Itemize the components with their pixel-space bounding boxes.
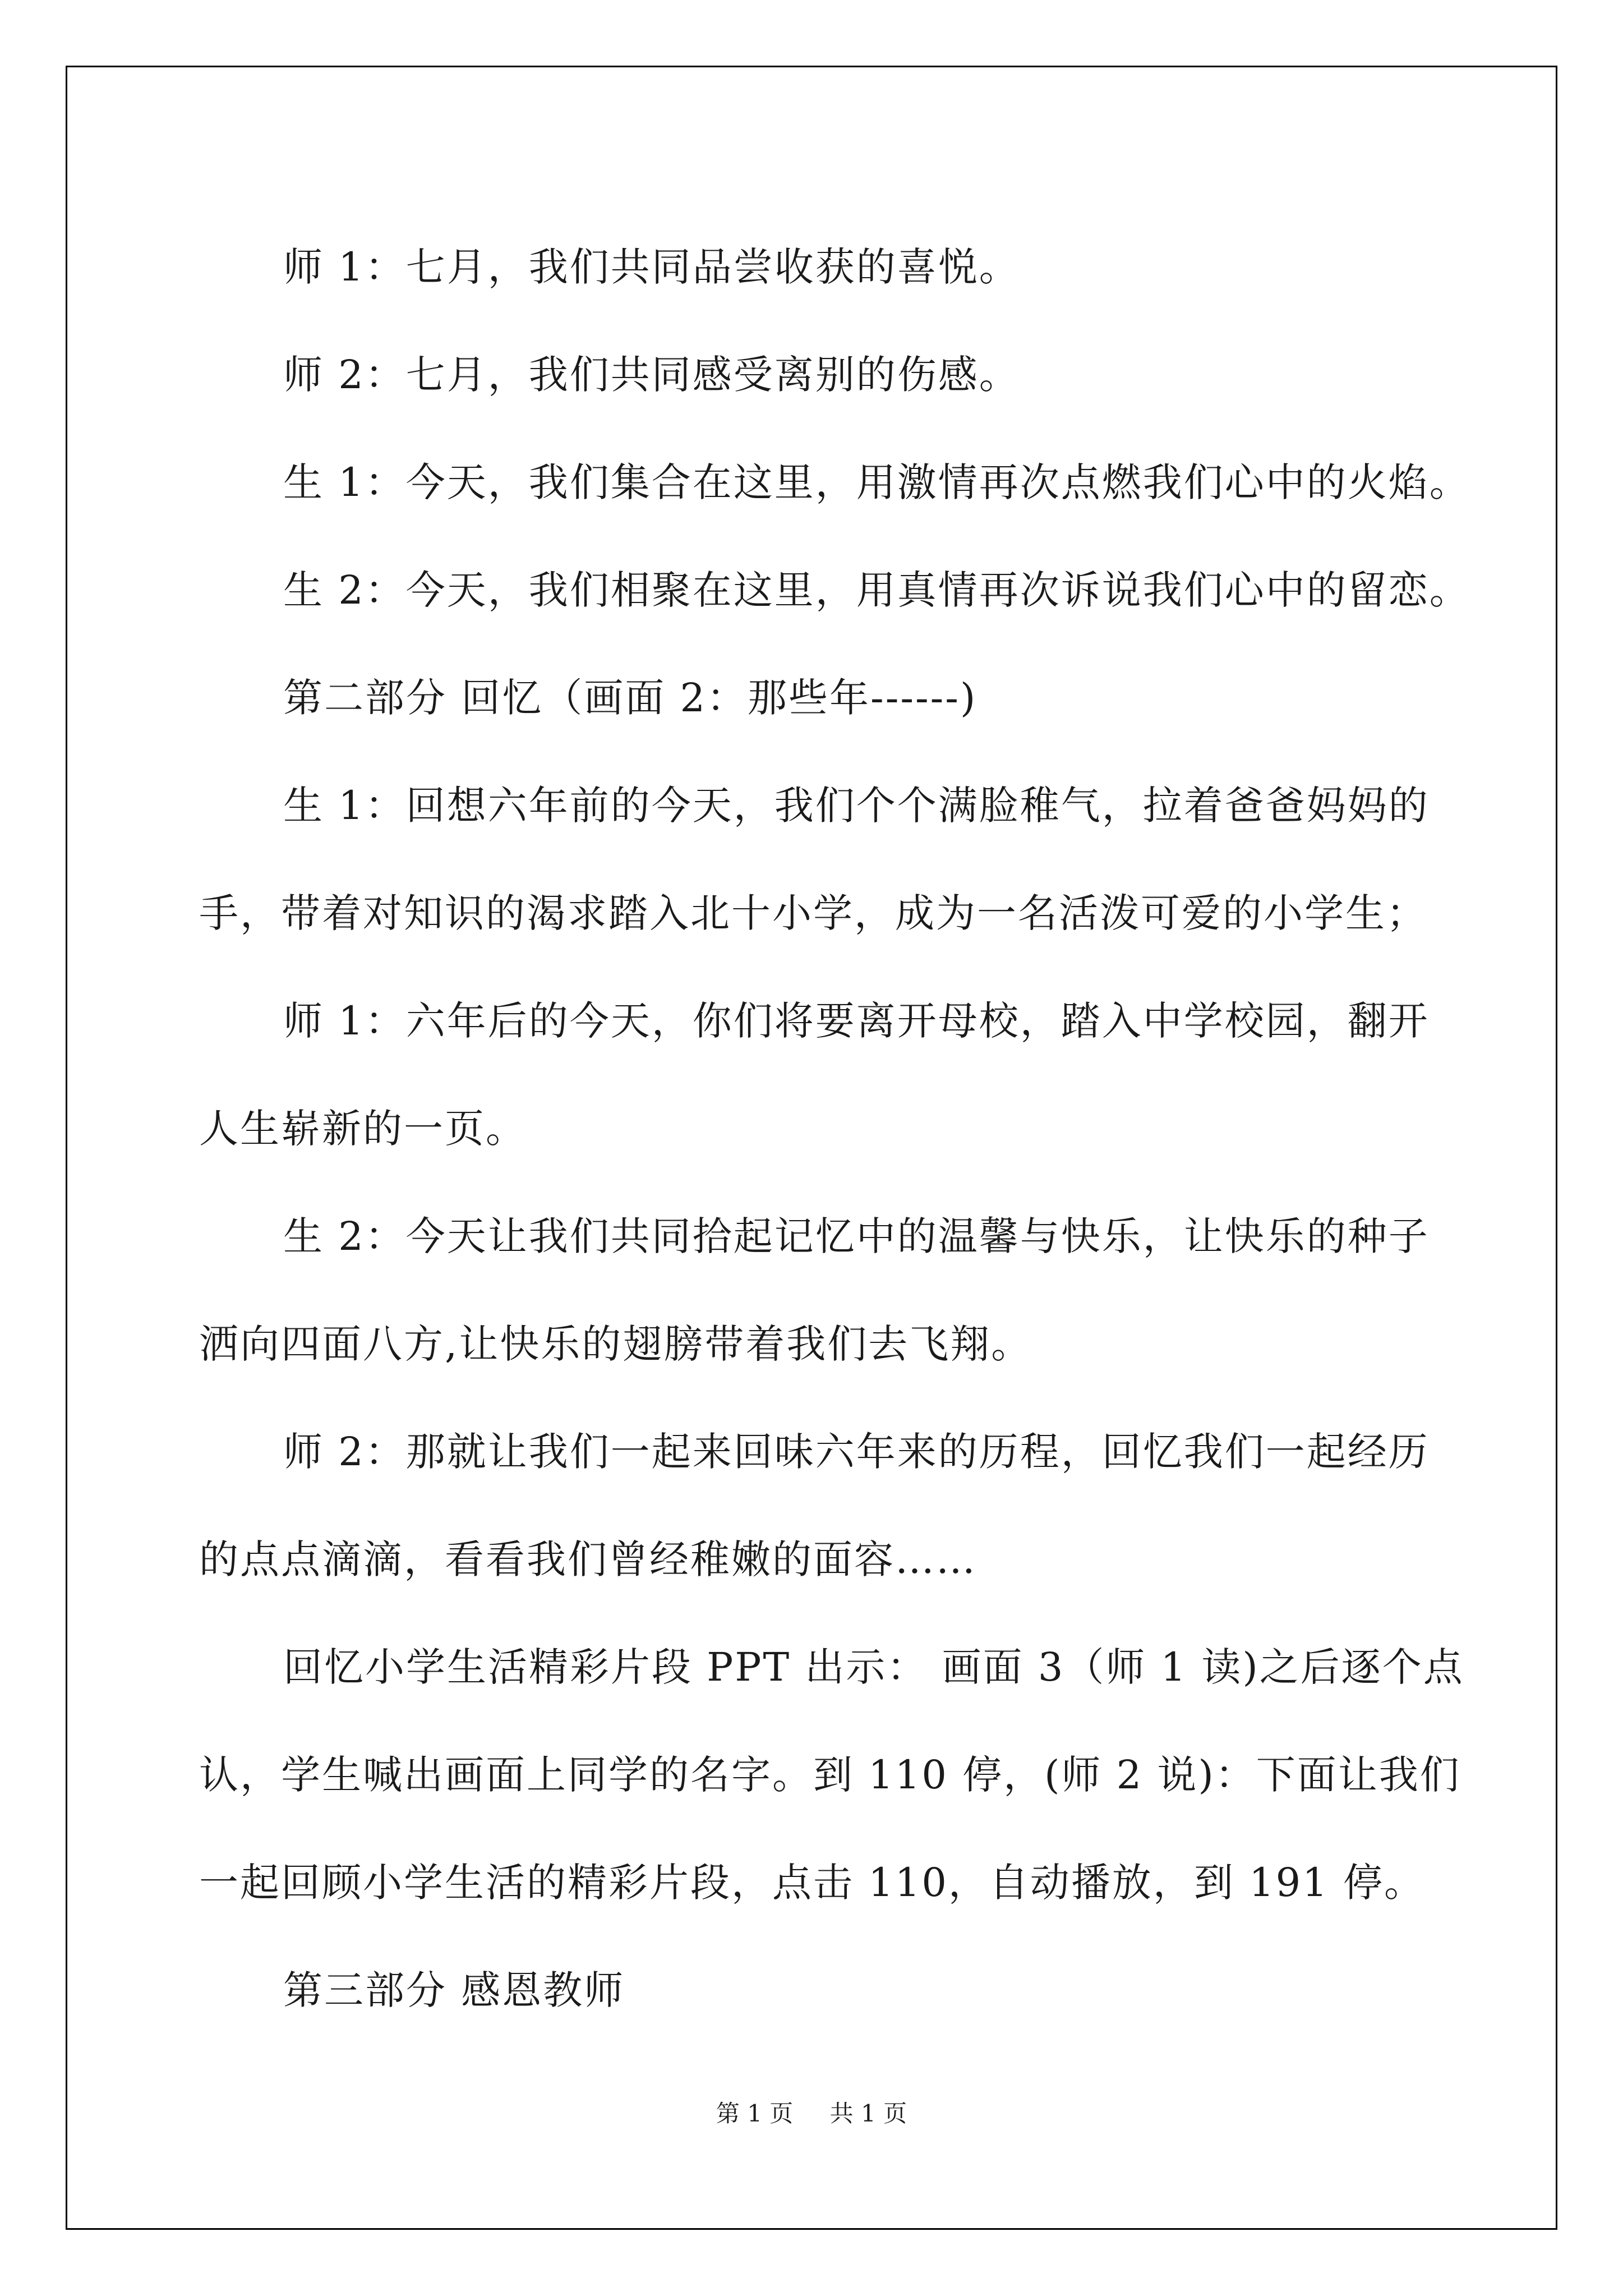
text-line: 师 1：七月，我们共同品尝收获的喜悦。	[283, 244, 1020, 290]
text-line: 生 1：回想六年前的今天，我们个个满脸稚气，拉着爸爸妈妈的	[283, 783, 1430, 829]
paragraph	[199, 536, 1470, 644]
paragraph	[199, 752, 1433, 859]
paragraph	[199, 967, 1433, 1075]
text-line: 生 2：今天让我们共同拾起记忆中的温馨与快乐，让快乐的种子	[283, 1213, 1430, 1259]
text-line: 师 2：七月，我们共同感受离别的伤感。	[283, 352, 1020, 398]
page-footer	[0, 2095, 1623, 2129]
paragraph	[199, 1398, 1433, 1506]
text-line: 人生崭新的一页。	[199, 1106, 527, 1152]
text-line: 认，学生喊出画面上同学的名字。到 110 停，(师 2 说)：下面让我们	[199, 1752, 1461, 1798]
text-line: 生 1：今天，我们集合在这里，用激情再次点燃我们心中的火焰。	[283, 459, 1470, 505]
paragraph-continuation	[199, 859, 1433, 967]
page-number-total: 共 1 页	[829, 2100, 907, 2127]
text-line: 师 1：六年后的今天，你们将要离开母校，踏入中学校园，翻开	[283, 998, 1430, 1044]
text-line: 手，带着对知识的渴求踏入北十小学，成为一名活泼可爱的小学生；	[199, 890, 1427, 936]
text-line: 回忆小学生活精彩片段 PPT 出示： 画面 3（师 1 读)之后逐个点	[283, 1644, 1464, 1690]
paragraph-continuation	[199, 1829, 1433, 1936]
section-heading	[199, 644, 1433, 752]
text-line: 一起回顾小学生活的精彩片段，点击 110，自动播放，到 191 停。	[199, 1860, 1425, 1906]
text-line: 第二部分 回忆（画面 2：那些年------)	[283, 675, 978, 721]
paragraph	[199, 321, 1433, 429]
page-number-current: 第 1 页	[716, 2100, 794, 2127]
document-body	[199, 213, 1470, 2044]
section-heading	[199, 1936, 1433, 2044]
paragraph	[199, 1182, 1433, 1290]
paragraph-continuation	[199, 1506, 1433, 1613]
paragraph	[199, 429, 1470, 536]
paragraph-continuation	[199, 1075, 1433, 1182]
paragraph	[199, 213, 1433, 321]
text-line: 洒向四面八方,让快乐的翅膀带着我们去飞翔。	[199, 1321, 1032, 1367]
text-line: 生 2：今天，我们相聚在这里，用真情再次诉说我们心中的留恋。	[283, 567, 1470, 613]
text-line: 师 2：那就让我们一起来回味六年来的历程，回忆我们一起经历	[283, 1429, 1430, 1475]
paragraph	[199, 1613, 1464, 1721]
text-line: 第三部分 感恩教师	[283, 1967, 625, 2013]
paragraph-continuation	[199, 1290, 1433, 1398]
text-line: 的点点滴滴，看看我们曾经稚嫩的面容……	[199, 1536, 977, 1582]
paragraph-continuation	[199, 1721, 1461, 1829]
